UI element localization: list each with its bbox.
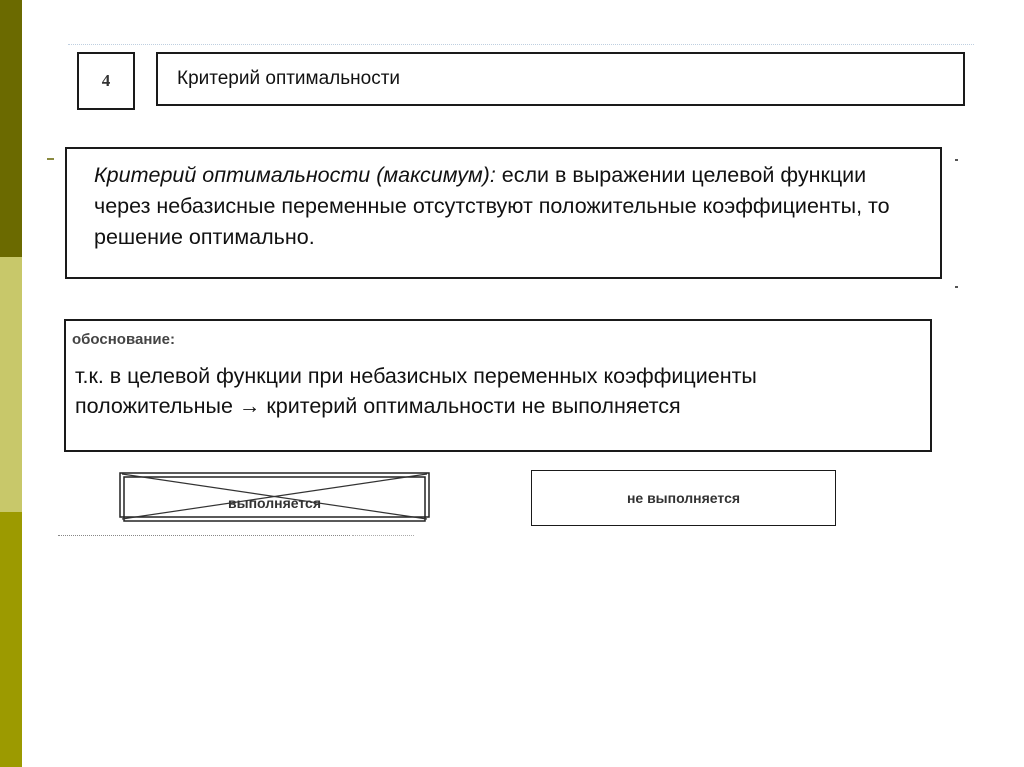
justification-label: обоснование: bbox=[72, 331, 175, 348]
justification-line-2: положительные → критерий оптимальности не выполняется bbox=[75, 394, 681, 418]
dash-marker bbox=[47, 158, 54, 160]
not-satisfied-label: не выполняется bbox=[626, 490, 741, 506]
side-strip-middle bbox=[0, 257, 22, 512]
edge-dot bbox=[955, 286, 958, 288]
edge-dot bbox=[955, 159, 958, 161]
criterion-heading: Критерий оптимальности (максимум): bbox=[94, 163, 496, 187]
side-strip-top bbox=[0, 0, 22, 257]
justification-text bbox=[75, 361, 757, 421]
justification-line-1: т.к. в целевой функции при небазисных переменных коэффициенты bbox=[75, 364, 757, 388]
slide-title: Критерий оптимальности bbox=[177, 68, 401, 89]
side-strip-bottom bbox=[0, 512, 22, 767]
bottom-dotted-line bbox=[58, 535, 350, 536]
title-box bbox=[156, 52, 965, 106]
justification-box bbox=[64, 319, 932, 452]
criterion-box bbox=[65, 147, 942, 279]
bottom-dotted-line-short bbox=[352, 535, 414, 536]
satisfied-option-crossed[interactable] bbox=[119, 472, 430, 522]
not-satisfied-option[interactable] bbox=[531, 470, 836, 526]
slide-number-box bbox=[77, 52, 135, 110]
criterion-text: если в выражении целевой функции через небазисные переменные отсутствуют положительные коэффициенты, то решение оптимально. bbox=[94, 163, 890, 249]
slide-number: 4 bbox=[101, 71, 111, 90]
satisfied-label: выполняется bbox=[228, 495, 321, 511]
top-divider bbox=[68, 44, 974, 45]
